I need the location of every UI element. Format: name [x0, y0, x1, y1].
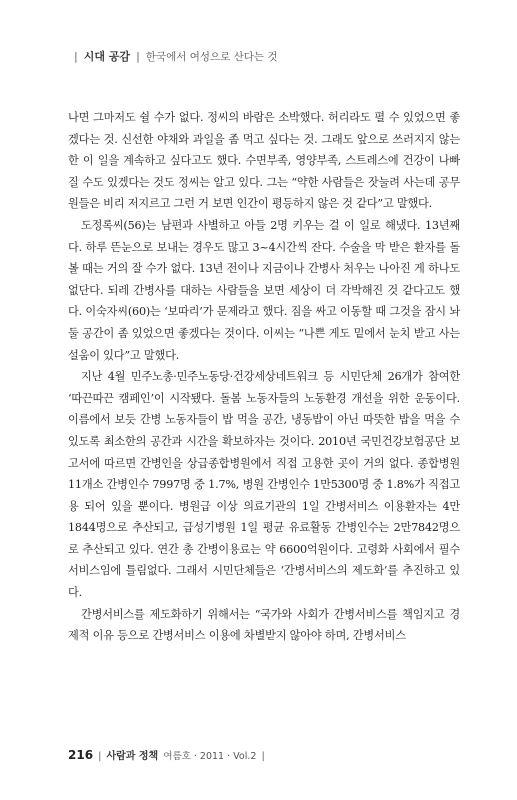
- paragraph: 도정록씨(56)는 남편과 사별하고 아들 2명 키우는 걸 이 일로 해냈다. 13년째다. 하루 뜬눈으로 보내는 경우도 많고 3~4시간씩 잔다. 수술을 막 받은 환자를 돌볼 때는 거의 잘 수가 없다. 13년 전이나 지금이나 간병사 처우는 나아진 게 하나도 없단다. 되레 간병사를 대하는 사람들을 보면 세상이 더 각박해진 것 같다고도 했다. 이숙자씨(60)는 ‘보따리’가 문제라고 했다. 짐을 싸고 이동할 때 그것을 잠시 놔둘 공간이 좀 있었으면 좋겠다는 것이다. 이씨는 “나쁜 게도 밑에서 눈치 받고 사는 설움이 있다”고 말했다.: [68, 218, 460, 362]
- page-footer: [68, 744, 270, 763]
- issue-info: 여름호 · 2011 · Vol.2: [163, 751, 257, 762]
- page-number: 216: [68, 748, 94, 762]
- footer-divider: |: [98, 751, 102, 762]
- article-subtitle: 한국에서 여성으로 산다는 것: [145, 51, 278, 63]
- section-title: 시대 공감: [83, 50, 131, 63]
- footer-divider: |: [261, 751, 265, 762]
- paragraph: 나면 그마저도 쉴 수가 없다. 정씨의 바람은 소박했다. 허리라도 펼 수 있었으면 좋겠다는 것. 신선한 야채와 과일을 좀 먹고 싶다는 것. 그래도 앞으로 쓰러지지 않는 한 이 일을 계속하고 싶다고도 했다. 수면부족, 영양부족, 스트레스에 건강이 나빠질 수도 있겠다는 것도 정씨는 알고 있다. 그는 “약한 사람들은 잣눌려 사는데 공무원들은 비리 저지르고 그런 거 보면 인간이 평등하지 않은 것 같다”고 말했다.: [68, 111, 460, 211]
- header-divider: |: [74, 50, 78, 63]
- running-header: [68, 48, 278, 64]
- paragraph: 지난 4월 민주노총·민주노동당·건강세상네트워크 등 시민단체 26개가 참여한 ‘따끈따끈 캠페인’이 시작됐다. 돌봄 노동자들의 노동환경 개선을 위한 운동이다. 이름에서 보듯 간병 노동자들이 밥 먹을 공간, 냉동밥이 아닌 따뜻한 밥을 먹을 수 있도록 최소한의 공간과 시간을 확보하자는 것이다. 2010년 국민건강보험공단 보고서에 따르면 간병인을 상급종합병원에서 직접 고용한 곳이 거의 없다. 종합병원 11개소 간병인수 7997명 중 1.7%, 병원 간병인수 1만5300명 중 1.8%가 직접고용 되어 있을 뿐이다. 병원급 이상 의료기관의 1일 간병서비스 이용환자는 4만1844명으로 추산되고, 급성기병원 1일 평균 유료활동 간병인수는 2만7842명으로 추산되고 있다. 연간 총 간병이용료는 약 6600억원이다. 고령화 사회에서 필수 서비스임에 틀림없다. 그래서 시민단체들은 ‘간병서비스의 제도화’를 추진하고 있다.: [68, 370, 460, 600]
- article-body: [68, 107, 460, 647]
- header-divider: |: [136, 50, 140, 63]
- paragraph: 간병서비스를 제도화하기 위해서는 “국가와 사회가 간병서비스를 책임지고 경제적 이유 등으로 간병서비스 이용에 차별받지 않아야 하며, 간병서비스: [68, 607, 460, 643]
- journal-title: 사람과 정책: [106, 751, 159, 762]
